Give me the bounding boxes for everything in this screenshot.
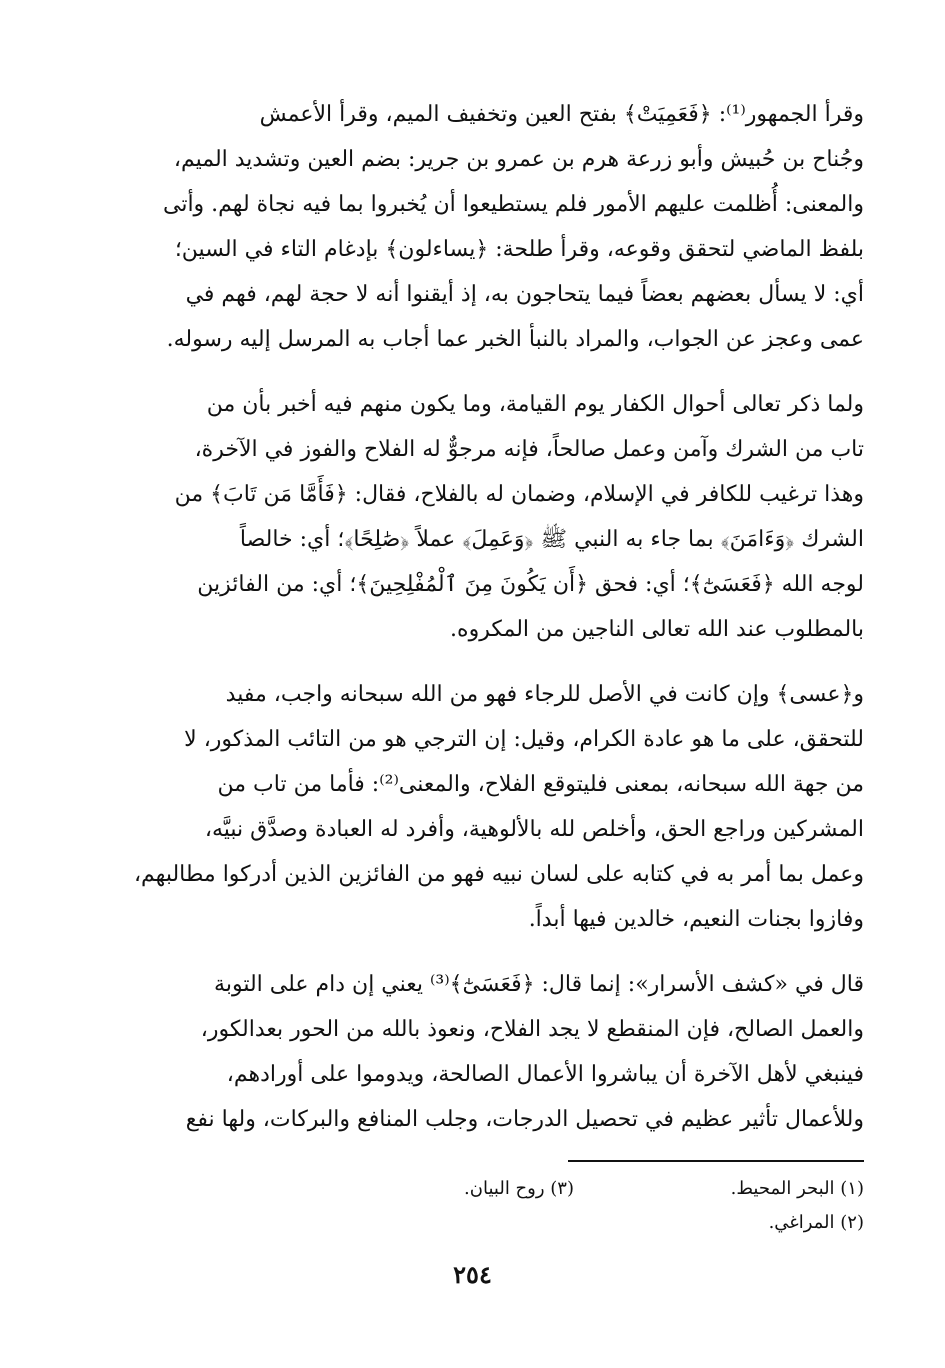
text-line: المشركين وراجع الحق، وأخلص لله بالألوهية، وأفرد له العبادة وصدَّق نبيَّه، — [204, 817, 864, 842]
text-line: وعمل بما أمر به في كتابه على لسان نبيه فهو من الفائزين الذين أدركوا مطالبهم، — [133, 862, 864, 887]
text-line: والمعنى: أُظلمت عليهم الأمور فلم يستطيعوا أن يُخبروا بما فيه نجاة لهم. وأتى — [162, 192, 864, 217]
text-line: لوجه الله ﴿فَعَسَىٰٓ﴾؛ أي: فحق ﴿أَن يَكُونَ مِنَ ٱلْمُفْلِحِينَ﴾؛ أي: من الفائزين — [197, 572, 864, 597]
text-line: وهذا ترغيب للكافر في الإسلام، وضمان له بالفلاح، فقال: ﴿فَأَمَّا مَن تَابَ﴾ من — [174, 482, 864, 507]
footnote-row — [82, 1206, 864, 1240]
footnote-2: (٢) المراغي. — [768, 1212, 864, 1233]
footnote-row — [82, 1172, 864, 1206]
text-line: تاب من الشرك وآمن وعمل صالحاً، فإنه مرجوٌّ له الفلاح والفوز في الآخرة، — [194, 437, 864, 462]
text-line: بلفظ الماضي لتحقق وقوعه، وقرأ طلحة: ﴿يساءلون﴾ بإدغام التاء في السين؛ — [174, 237, 864, 262]
text-line: للتحقق، على ما هو عادة الكرام، وقيل: إن الترجي هو من التائب المذكور، لا — [184, 727, 864, 752]
footnote-divider — [568, 1160, 864, 1162]
text-line: و﴿عسى﴾ وإن كانت في الأصل للرجاء فهو من الله سبحانه واجب، مفيد — [225, 682, 864, 707]
text-line: وجُناح بن حُبيش وأبو زرعة هرم بن عمرو بن جرير: بضم العين وتشديد الميم، — [173, 147, 864, 172]
text-line: من جهة الله سبحانه، بمعنى فليتوقع الفلاح، والمعنى⁽²⁾: فأما من تاب من — [217, 772, 864, 797]
text-line: وقرأ الجمهور⁽¹⁾: ﴿فَعَمِيَتْ﴾ بفتح العين وتخفيف الميم، وقرأ الأعمش — [259, 102, 864, 127]
paragraph-4 — [82, 962, 864, 1142]
text-line: وللأعمال تأثير عظيم في تحصيل الدرجات، وجلب المنافع والبركات، ولها نفع — [185, 1107, 864, 1132]
paragraph-2 — [82, 382, 864, 652]
main-text — [82, 92, 864, 1162]
footnote-3: (٣) روح البيان. — [464, 1178, 574, 1199]
text-line: فينبغي لأهل الآخرة أن يباشروا الأعمال الصالحة، ويدوموا على أورادهم، — [226, 1062, 864, 1087]
paragraph-1 — [82, 92, 864, 362]
footnote-1: (١) البحر المحيط. — [730, 1178, 864, 1199]
footnotes — [82, 1172, 864, 1240]
text-line: بالمطلوب عند الله تعالى الناجين من المكروه. — [450, 617, 864, 642]
text-line: قال في «كشف الأسرار»: إنما قال: ﴿فَعَسَىٰٓ﴾⁽³⁾ يعني إن دام على التوبة — [214, 972, 864, 997]
text-line: وفازوا بجنات النعيم، خالدين فيها أبداً. — [528, 907, 864, 932]
paragraph-3 — [82, 672, 864, 942]
text-line: والعمل الصالح، فإن المنقطع لا يجد الفلاح، ونعوذ بالله من الحور بعدالكور، — [200, 1017, 864, 1042]
text-line: عمى وعجز عن الجواب، والمراد بالنبأ الخبر عما أجاب به المرسل إليه رسوله. — [166, 327, 864, 352]
page-number: ٢٥٤ — [453, 1260, 492, 1289]
text-line: أي: لا يسأل بعضهم بعضاً فيما يتحاجون به، إذ أيقنوا أنه لا حجة لهم، فهم في — [185, 282, 864, 307]
text-line: الشرك ﴿وَءَامَنَ﴾ بما جاء به النبي ﷺ ﴿وَعَمِلَ﴾ عملاً ﴿صَٰلِحًا﴾؛ أي: خالصاً — [239, 527, 864, 552]
text-line: ولما ذكر تعالى أحوال الكفار يوم القيامة، وما يكون منهم فيه أخبر بأن من — [206, 392, 864, 417]
